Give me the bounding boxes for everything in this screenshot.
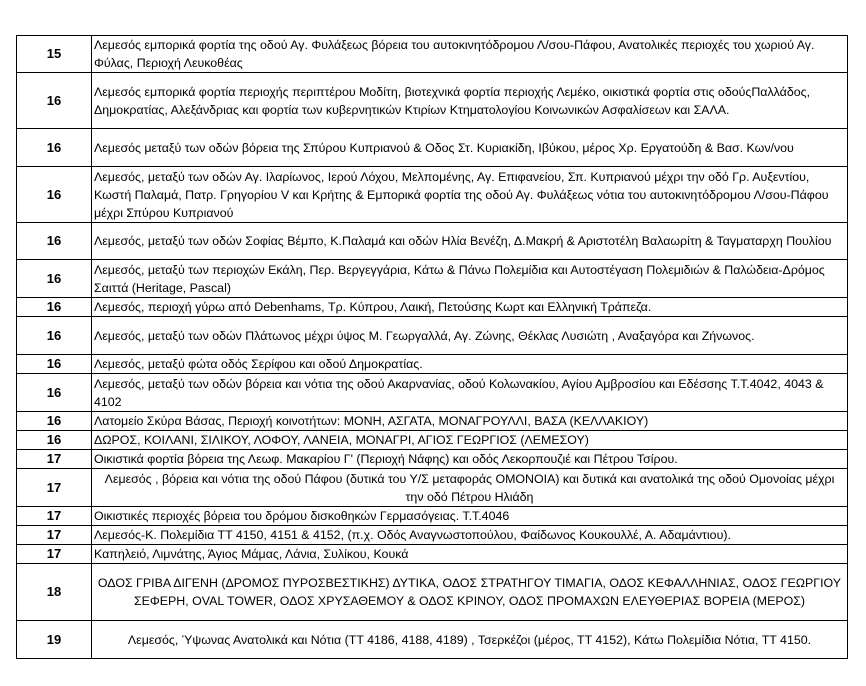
table-row — [17, 450, 848, 469]
area-description: Οικιστικές περιοχές βόρεια του δρόμου δισκοθηκών Γερμασόγειας. Τ.Τ.4046 — [92, 507, 848, 526]
area-description: ΔΩΡΟΣ, ΚΟΙΛΑΝΙ, ΣΙΛΙΚΟΥ, ΛΟΦΟΥ, ΛΑΝΕΙΑ, ΜΟΝΑΓΡΙ, ΑΓΙΟΣ ΓΕΩΡΓΙΟΣ (ΛΕΜΕΣΟΥ) — [92, 431, 848, 450]
area-description: Λεμεσός, μεταξύ των περιοχών Εκάλη, Περ. Βεργεγγάρια, Κάτω & Πάνω Πολεμίδια και Αυτοστέγαση Πολεμιδιών & Παλώδεια-Δρόμος Σαιττά (Heritage, Pascal) — [92, 260, 848, 298]
table-row — [17, 431, 848, 450]
table-row — [17, 564, 848, 621]
table-row — [17, 223, 848, 260]
group-number: 16 — [17, 73, 92, 129]
outage-areas-table — [16, 35, 848, 659]
table-row — [17, 374, 848, 412]
table-row — [17, 317, 848, 355]
area-description: Λεμεσός, μεταξύ των οδών βόρεια και νότια της οδού Ακαρνανίας, οδού Κολωνακίου, Αγίου Αμβροσίου και Εδέσσης Τ.Τ.4042, 4043 & 4102 — [92, 374, 848, 412]
area-description: Λεμεσός μεταξύ των οδών βόρεια της Σπύρου Κυπριανού & Οδος Στ. Κυριακίδη, Ιβύκου, μέρος Χρ. Εργατούδη & Βασ. Κων/νου — [92, 129, 848, 167]
group-number: 17 — [17, 507, 92, 526]
group-number: 16 — [17, 260, 92, 298]
table-row — [17, 412, 848, 431]
table-row — [17, 621, 848, 659]
table-row — [17, 507, 848, 526]
group-number: 16 — [17, 412, 92, 431]
area-description: Λεμεσός εμπορικά φορτία περιοχής περιπτέρου Μοδίτη, βιοτεχνικά φορτία περιοχής Λεμέκο, οικιστικά φορτία στις οδούςΠαλλάδος, Δημοκρατίας, Αλεξάνδριας και φορτία των κυβερνητικών Κτιρίων Κτηματολογίου Κοινωνικών Ασφαλίσεων και ΣΑΛΑ. — [92, 73, 848, 129]
area-description: Λεμεσός , βόρεια και νότια της οδού Πάφου (δυτικά του Υ/Σ μεταφοράς ΟΜΟΝΟΙΑ) και δυτικά και ανατολικά της οδού Ομονοίας μέχρι την οδό Πέτρου Ηλιάδη — [92, 469, 848, 507]
group-number: 16 — [17, 223, 92, 260]
area-description: Λεμεσός, μεταξύ των οδών Αγ. Ιλαρίωνος, Ιερού Λόχου, Μελπομένης, Αγ. Επιφανείου, Σπ. Κυπριανού μέχρι την οδό Γρ. Αυξεντίου, Κωστή Παλαμά, Πατρ. Γρηγορίου V και Κρήτης & Εμπορικά φορτία της οδού Αγ. Φυλάξεως νότια του αυτοκινητόδρομου Λ/σου-Πάφου μέχρι Σπύρου Κυπριανού — [92, 167, 848, 223]
area-description: Λεμεσός, μεταξύ των οδών Πλάτωνος μέχρι ύψος Μ. Γεωργαλλά, Αγ. Ζώνης, Θέκλας Λυσιώτη , Αναξαγόρα και Ζήνωνος. — [92, 317, 848, 355]
group-number: 16 — [17, 431, 92, 450]
area-description: Καπηλειό, Λιμνάτης, Άγιος Μάμας, Λάνια, Συλίκου, Κουκά — [92, 545, 848, 564]
group-number: 16 — [17, 298, 92, 317]
table-row — [17, 298, 848, 317]
group-number: 17 — [17, 545, 92, 564]
group-number: 16 — [17, 374, 92, 412]
group-number: 16 — [17, 167, 92, 223]
group-number: 16 — [17, 317, 92, 355]
table-row — [17, 129, 848, 167]
table-row — [17, 260, 848, 298]
group-number: 16 — [17, 129, 92, 167]
group-number: 18 — [17, 564, 92, 621]
table-row — [17, 355, 848, 374]
area-description: Οικιστικά φορτία βόρεια της Λεωφ. Μακαρίου Γ' (Περιοχή Νάφης) και οδός Λεκορπουζιέ και Πέτρου Τσίρου. — [92, 450, 848, 469]
area-description: Λεμεσός, μεταξύ φώτα οδός Σερίφου και οδού Δημοκρατίας. — [92, 355, 848, 374]
table-row — [17, 36, 848, 73]
area-description: ΟΔΟΣ ΓΡΙΒΑ ΔΙΓΕΝΗ (ΔΡΟΜΟΣ ΠΥΡΟΣΒΕΣΤΙΚΗΣ) ΔΥΤΙΚΑ, ΟΔΟΣ ΣΤΡΑΤΗΓΟΥ ΤΙΜΑΓΙΑ, ΟΔΟΣ ΚΕΦΑΛΛΗΝΙΑΣ, ΟΔΟΣ ΓΕΩΡΓΙΟΥ ΣΕΦΕΡΗ, OVAL TOWER, ΟΔΟΣ ΧΡΥΣΑΘΕΜΟΥ & ΟΔΟΣ ΚΡΙΝΟΥ, ΟΔΟΣ ΠΡΟΜΑΧΩΝ ΕΛΕΥΘΕΡΙΑΣ ΒΟΡΕΙΑ (ΜΕΡΟΣ) — [92, 564, 848, 621]
area-description: Λεμεσός, Ύψωνας Ανατολικά και Νότια (ΤΤ 4186, 4188, 4189) , Τσερκέζοι (μέρος, ΤΤ 4152), Κάτω Πολεμίδια Νότια, ΤΤ 4150. — [92, 621, 848, 659]
group-number: 19 — [17, 621, 92, 659]
group-number: 17 — [17, 469, 92, 507]
group-number: 17 — [17, 450, 92, 469]
table-row — [17, 526, 848, 545]
area-description: Λεμεσός εμπορικά φορτία της οδού Αγ. Φυλάξεως βόρεια του αυτοκινητόδρομου Λ/σου-Πάφου, Ανατολικές περιοχές του χωριού Αγ. Φύλας, Περιοχή Λευκοθέας — [92, 36, 848, 73]
table-row — [17, 73, 848, 129]
group-number: 15 — [17, 36, 92, 73]
group-number: 17 — [17, 526, 92, 545]
area-description: Λεμεσός, περιοχή γύρω από Debenhams, Τρ. Κύπρου, Λαική, Πετούσης Κωρτ και Ελληνική Τράπεζα. — [92, 298, 848, 317]
area-description: Λεμεσός, μεταξύ των οδών Σοφίας Βέμπο, Κ.Παλαμά και οδών Ηλία Βενέζη, Δ.Μακρή & Αριστοτέλη Βαλαωρίτη & Ταγματαρχη Πουλίου — [92, 223, 848, 260]
table-row — [17, 545, 848, 564]
group-number: 16 — [17, 355, 92, 374]
area-description: Λατομείο Σκύρα Βάσας, Περιοχή κοινοτήτων: ΜΟΝΗ, ΑΣΓΑΤΑ, ΜΟΝΑΓΡΟΥΛΛΙ, ΒΑΣΑ (ΚΕΛΛΑΚΙΟΥ) — [92, 412, 848, 431]
table-row — [17, 469, 848, 507]
area-description: Λεμεσός-Κ. Πολεμίδια ΤΤ 4150, 4151 & 4152, (π.χ. Οδός Αναγνωστοπούλου, Φαίδωνος Κουκουλλέ, Α. Αδαμάντιου). — [92, 526, 848, 545]
table-row — [17, 167, 848, 223]
